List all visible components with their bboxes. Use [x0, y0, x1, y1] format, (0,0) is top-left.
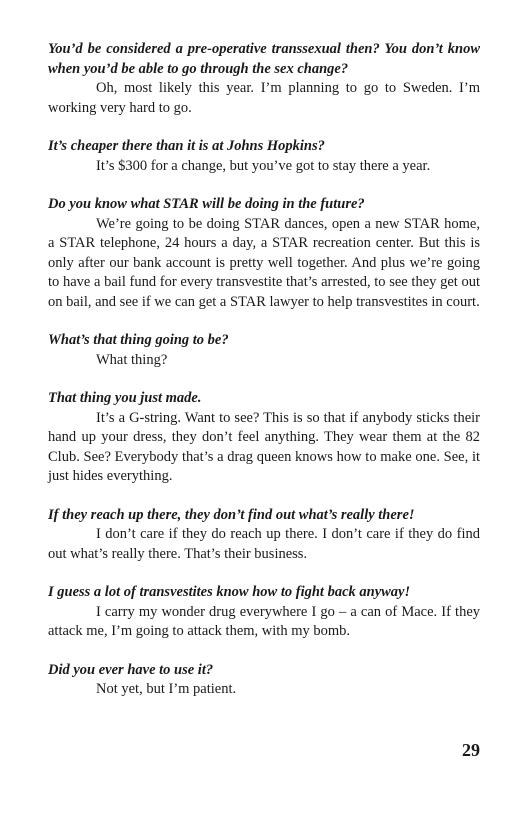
page-number: 29: [462, 740, 480, 760]
interview-question: You’d be considered a pre-operative transsexual then? You don’t know when you’d be able to go through the sex change?: [48, 41, 480, 77]
interview-question: I guess a lot of transvestites know how to fight back anyway!: [48, 584, 411, 600]
qa-entry: [48, 389, 480, 487]
interview-answer: It’s $300 for a change, but you’ve got to stay there a year.: [96, 157, 431, 174]
qa-entry: [48, 40, 480, 118]
interview-question: Do you know what STAR will be doing in the future?: [48, 196, 365, 212]
interview-answer: Not yet, but I’m patient.: [96, 681, 237, 697]
qa-entry: [48, 583, 480, 642]
qa-entry: [48, 195, 480, 312]
interview-answer: What thing?: [96, 351, 168, 368]
interview-answer: We’re going to be doing STAR dances, open a new STAR home, a STAR telephone, 24 hours a day, a STAR recreation center. But this is only after our bank account is pretty well together. And plus we’re going to have a bail fund for every transvestite that’s arrested, to see they get out on bail, and see if we can get a STAR lawyer to help transvestites in court.: [48, 215, 480, 310]
interview-answer: Oh, most likely this year. I’m planning to go to Sweden. I’m working very hard to go.: [48, 80, 480, 116]
interview-question: It’s cheaper there than it is at Johns Hopkins?: [48, 138, 325, 154]
interview-question: Did you ever have to use it?: [48, 661, 214, 678]
interview-answer: I don’t care if they do reach up there. I don’t care if they do find out what’s really there. That’s their business.: [48, 526, 480, 562]
qa-entry: [48, 661, 480, 700]
qa-entry: [48, 137, 480, 176]
interview-question: That thing you just made.: [48, 390, 202, 406]
interview-answer: I carry my wonder drug everywhere I go – a can of Mace. If they attack me, I’m going to attack them, with my bomb.: [48, 603, 480, 639]
interview-question: If they reach up there, they don’t find out what’s really there!: [48, 506, 415, 523]
page-body: [48, 40, 480, 719]
interview-answer: It’s a G-string. Want to see? This is so that if anybody sticks their hand up your dress, they don’t feel anything. They wear them at the 82 Club. See? Everybody that’s a drag queen knows how to make one. See, it just hides everything.: [48, 409, 480, 484]
qa-entry: [48, 331, 480, 370]
qa-entry: [48, 506, 480, 565]
interview-question: What’s that thing going to be?: [48, 332, 229, 348]
